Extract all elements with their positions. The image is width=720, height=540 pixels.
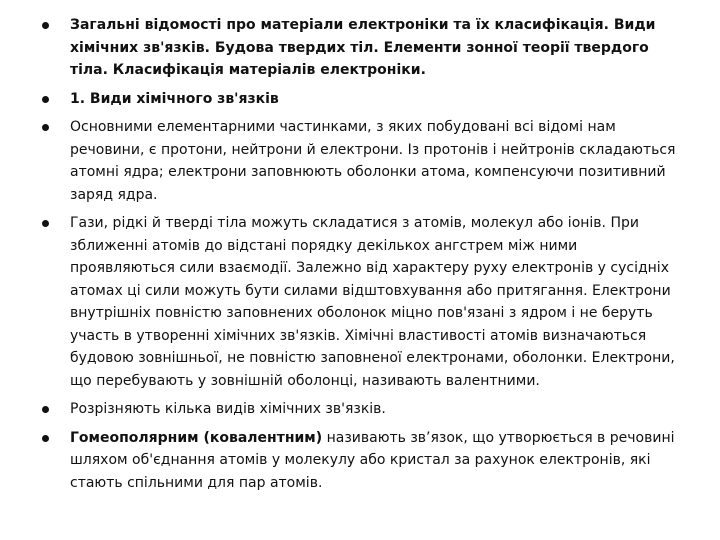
- bullet-dot-icon: [42, 124, 49, 131]
- bullet-text: Розрізняють кілька видів хімічних зв'язків.: [70, 401, 386, 417]
- bullet-dot-icon: [42, 220, 49, 227]
- bullet-bold-text: 1. Види хімічного зв'язків: [70, 90, 279, 107]
- bullet-dot-icon: [42, 22, 49, 29]
- bullet-item: [36, 212, 686, 392]
- bullet-text: Основними елементарними частинками, з яких побудовані всі відомі нам речовини, є протони, нейтрони й електрони. Із протонів і нейтронів складаються атомні ядра; електрони заповнюють оболонки атома, компенсуючи позитивний заряд ядра.: [70, 119, 676, 203]
- bullet-item: [36, 14, 686, 82]
- bullet-dot-icon: [42, 406, 49, 413]
- bullet-text: Гази, рідкі й тверді тіла можуть складатися з атомів, молекул або іонів. При зближенні атомів до відстані порядку декількох ангстрем між ними проявляються сили взаємодії. Залежно від характеру руху електронів у сусідніх атомах ці сили можуть бути силами відштовхування або притягання. Електрони внутрішніх повністю заповнених оболонок міцно пов'язані з ядром і не беруть участь в утворенні хімічних зв'язків. Хімічні властивості атомів визначаються будовою зовнішньої, не повністю заповненої електронами, оболонки. Електрони, що перебувають у зовнішній оболонці, називають валентними.: [70, 215, 675, 389]
- bullet-item: [36, 427, 686, 495]
- bullet-list: [36, 14, 686, 494]
- bullet-item: [36, 116, 686, 206]
- bullet-dot-icon: [42, 435, 49, 442]
- bullet-bold-text: Загальні відомості про матеріали електроніки та їх класифікація. Види хімічних зв'язків. Будова твердих тіл. Елементи зонної теорії твердого тіла. Класифікація матеріалів електроніки.: [70, 17, 656, 78]
- slide-content: [36, 14, 686, 500]
- bullet-item: [36, 88, 686, 111]
- bullet-dot-icon: [42, 96, 49, 103]
- bullet-item: [36, 398, 686, 421]
- bullet-text: називають зв’язок, що утворюється в речовині шляхом об'єднання атомів у молекулу або кристал за рахунок електронів, які стають спільними для пар атомів.: [70, 429, 675, 491]
- bullet-bold-text: Гомеополярним (ковалентним): [70, 429, 323, 446]
